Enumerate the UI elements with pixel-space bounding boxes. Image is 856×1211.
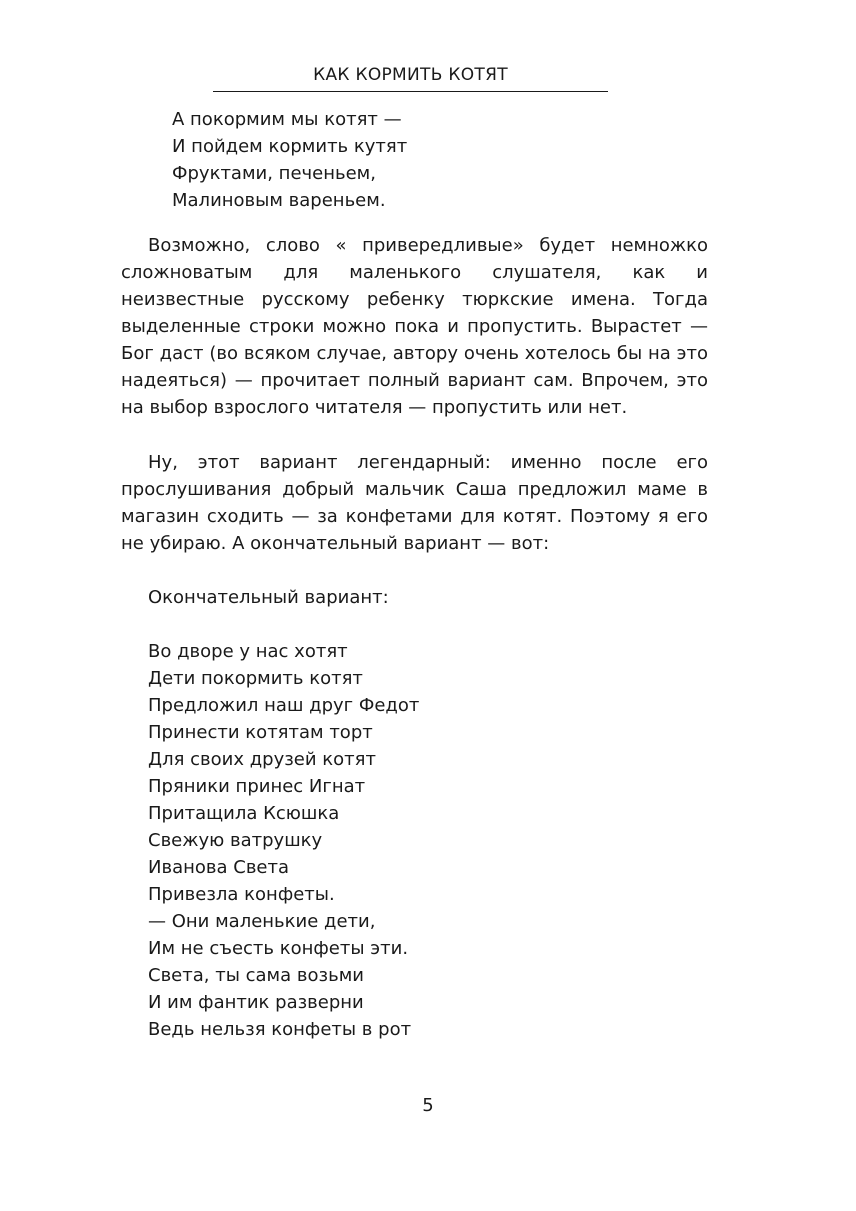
verse-line: Принести котятам торт <box>148 722 373 743</box>
verse-line: — Они маленькие дети, <box>148 911 376 932</box>
verse-line: Предложил наш друг Федот <box>148 695 420 716</box>
verse-line: Ведь нельзя конфеты в рот <box>148 1019 412 1040</box>
verse-line: Во дворе у нас хотят <box>148 641 348 662</box>
verse-line: Привезла конфеты. <box>148 884 335 905</box>
verse-line: Дети покормить котят <box>148 668 363 689</box>
paragraph-block-2 <box>121 449 708 557</box>
running-title: КАК КОРМИТЬ КОТЯТ <box>313 65 508 85</box>
verse-line: Пряники принес Игнат <box>148 776 366 797</box>
verse-line: Им не съесть конфеты эти. <box>148 938 409 959</box>
verse-line: Свежую ватрушку <box>148 830 323 851</box>
section-label-block <box>121 584 708 611</box>
verse-line: Света, ты сама возьми <box>148 965 364 986</box>
paragraph-block-1 <box>121 232 708 421</box>
verse-line: Притащила Ксюшка <box>148 803 340 824</box>
header-rule <box>213 91 608 92</box>
verse-line: И пойдем кормить кутят <box>172 136 408 157</box>
verse-block-1 <box>172 106 592 214</box>
verse-block-2 <box>148 638 628 1043</box>
verse-line: Для своих друзей котят <box>148 749 376 770</box>
section-label: Окончательный вариант: <box>148 587 389 608</box>
verse-line: Малиновым вареньем. <box>172 190 386 211</box>
page-number: 5 <box>422 1095 434 1116</box>
verse-line: Иванова Света <box>148 857 290 878</box>
verse-line: А покормим мы котят — <box>172 109 402 130</box>
verse-line: Фруктами, печеньем, <box>172 163 376 184</box>
verse-line: И им фантик разверни <box>148 992 364 1013</box>
paragraph: Возможно, слово « привередливые» будет немножко сложноватым для маленького слушателя, как и неизвестные русскому ребенку тюркские имена. Тогда выделенные строки можно пока и пропустить. Вырастет — Бог даст (во всяком случае, автору очень хотелось бы на это надеяться) — прочитает полный вариант сам. Впрочем, это на выбор взрослого читателя — пропустить или нет. <box>121 235 708 418</box>
paragraph: Ну, этот вариант легендарный: именно после его прослушивания добрый мальчик Саша предложил маме в магазин сходить — за конфетами для котят. Поэтому я его не убираю. А окончательный вариант — вот: <box>121 452 708 554</box>
